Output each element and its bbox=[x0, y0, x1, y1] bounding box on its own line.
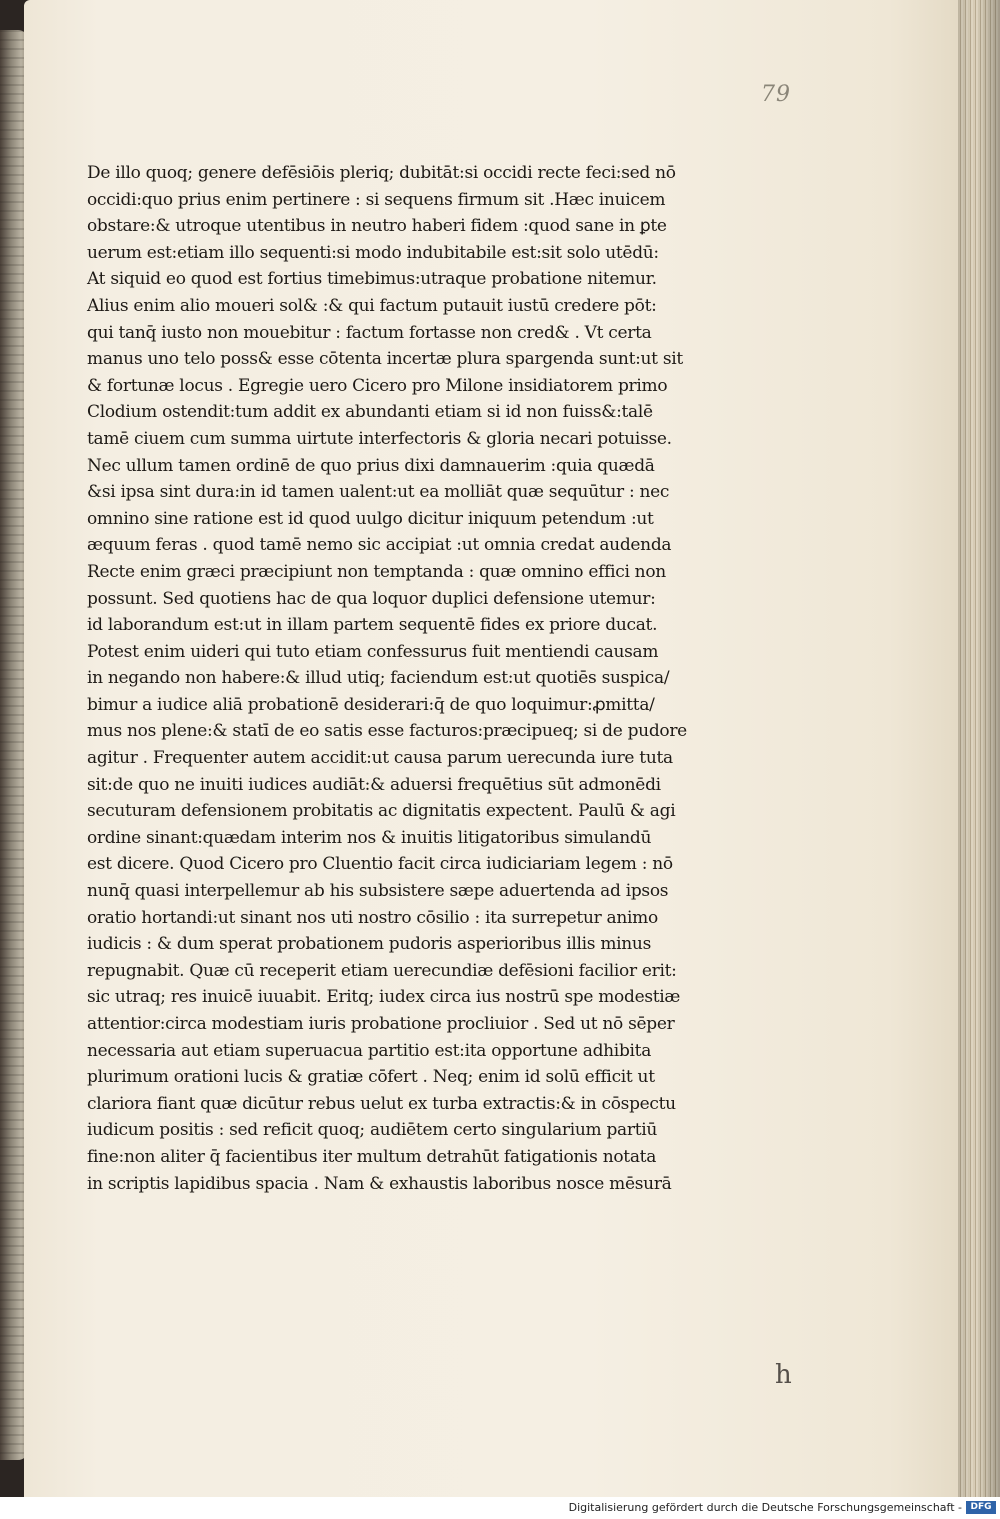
text-line: clariora fiant quæ dicūtur rebus uelut ex turba extractis:& in cōspectu bbox=[87, 1093, 676, 1114]
body-text bbox=[87, 160, 687, 1197]
text-line: Recte enim græci præcipiunt non temptanda : quæ omnino effici non bbox=[87, 561, 666, 582]
footer-credit: Digitalisierung gefördert durch die Deutsche Forschungsgemeinschaft - bbox=[568, 1501, 962, 1514]
footer-bar bbox=[0, 1497, 1000, 1519]
text-line: in negando non habere:& illud utiq; faciendum est:ut quotiēs suspica/ bbox=[87, 668, 670, 689]
text-line: obstare:& utroque utentibus in neutro haberi fidem :quod sane in ꝑte bbox=[87, 216, 667, 237]
text-line: attentior:circa modestiam iuris probatione procliuior . Sed ut nō sēper bbox=[87, 1014, 675, 1034]
text-line: Potest enim uideri qui tuto etiam confessurus fuit mentiendi causam bbox=[87, 641, 659, 662]
text-line: manus uno telo poss& esse cōtenta incertæ plura spargenda sunt:ut sit bbox=[87, 349, 683, 370]
text-line: omnino sine ratione est id quod uulgo dicitur iniquum petendum :ut bbox=[87, 508, 654, 529]
text-line: repugnabit. Quæ cū receperit etiam uerecundiæ defēsioni facilior erit: bbox=[87, 960, 677, 981]
text-line: &si ipsa sint dura:in id tamen ualent:ut ea molliāt quæ sequūtur : nec bbox=[87, 482, 670, 503]
text-line: bimur a iudice aliā probationē desiderari:q̄ de quo loquimur:ꝓmitta/ bbox=[87, 694, 655, 715]
text-line: in scriptis lapidibus spacia . Nam & exhaustis laboribus nosce mēsurā bbox=[87, 1173, 672, 1194]
text-line: sic utraq; res inuicē iuuabit. Eritq; iudex circa ius nostrū spe modestiæ bbox=[87, 987, 681, 1008]
folio-number: 79 bbox=[761, 82, 791, 107]
signature-mark: h bbox=[775, 1360, 792, 1390]
text-line: agitur . Frequenter autem accidit:ut causa parum uerecunda iure tuta bbox=[87, 748, 673, 769]
text-line: Alius enim alio moueri sol& :& qui factum putauit iustū credere pōt: bbox=[87, 295, 657, 316]
text-line: At siquid eo quod est fortius timebimus:utraque probatione nitemur. bbox=[87, 269, 657, 290]
text-line: iudicum positis : sed reficit quoq; audiētem certo singularium partiū bbox=[87, 1120, 658, 1141]
text-line: possunt. Sed quotiens hac de qua loquor duplici defensione utemur: bbox=[87, 588, 656, 609]
text-line: est dicere. Quod Cicero pro Cluentio facit circa iudiciariam legem : nō bbox=[87, 854, 673, 875]
text-line: & fortunæ locus . Egregie uero Cicero pro Milone insidiatorem primo bbox=[87, 375, 668, 396]
text-line: iudicis : & dum sperat probationem pudoris asperioribus illis minus bbox=[87, 934, 651, 955]
dfg-logo: DFG bbox=[966, 1501, 996, 1514]
text-line: plurimum orationi lucis & gratiæ cōfert . Neq; enim id solū efficit ut bbox=[87, 1067, 655, 1088]
text-line: tamē ciuem cum summa uirtute interfectoris & gloria necari potuisse. bbox=[87, 428, 672, 449]
text-line: ordine sinant:quædam interim nos & inuitis litigatoribus simulandū bbox=[87, 827, 652, 848]
text-line: De illo quoq; genere defēsiōis pleriq; dubitāt:si occidi recte feci:sed nō bbox=[87, 163, 676, 183]
text-line: æquum feras . quod tamē nemo sic accipiat :ut omnia credat audenda bbox=[87, 535, 672, 556]
text-line: oratio hortandi:ut sinant nos uti nostro cōsilio : ita surrepetur animo bbox=[87, 907, 658, 928]
text-line: fine:non aliter q̄ facientibus iter multum detrahūt fatigationis notata bbox=[87, 1146, 657, 1167]
text-line: id laborandum est:ut in illam partem sequentē fides ex priore ducat. bbox=[87, 615, 658, 636]
page-block-edge bbox=[958, 0, 1000, 1497]
text-line: Clodium ostendit:tum addit ex abundanti etiam si id non fuiss&:talē bbox=[87, 402, 653, 423]
text-line: secuturam defensionem probitatis ac dignitatis expectent. Paulū & agi bbox=[87, 801, 676, 822]
text-line: uerum est:etiam illo sequenti:si modo indubitabile est:sit solo utēdū: bbox=[87, 242, 659, 263]
text-line: mus nos plene:& statī de eo satis esse facturos:præcipueq; si de pudore bbox=[87, 721, 687, 742]
text-line: necessaria aut etiam superuacua partitio est:ita opportune adhibita bbox=[87, 1040, 652, 1061]
text-line: Nec ullum tamen ordinē de quo prius dixi damnauerim :quia quædā bbox=[87, 455, 655, 476]
text-line: nunq̄ quasi interpellemur ab his subsistere sæpe aduertenda ad ipsos bbox=[87, 881, 669, 902]
text-line: qui tanq̄ iusto non mouebitur : factum fortasse non cred& . Vt certa bbox=[87, 322, 652, 343]
text-line: occidi:quo prius enim pertinere : si sequens firmum sit .Hæc inuicem bbox=[87, 189, 666, 210]
text-line: sit:de quo ne inuiti iudices audiāt:& aduersi frequētius sūt admonēdi bbox=[87, 774, 661, 795]
